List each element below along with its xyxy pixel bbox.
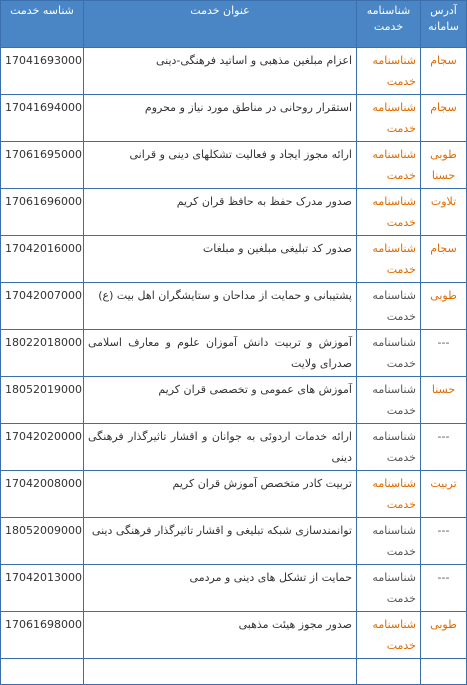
header-portal: آدرس سامانه [421,1,467,48]
service-title: صدور مدرک حفظ به حافظ قران کریم [84,189,357,236]
portal-cell[interactable]: سجام [421,95,467,142]
table-row [1,565,467,612]
portal-cell[interactable]: طوبی [421,612,467,659]
service-code: 17042013000 [1,565,84,612]
service-title: اعزام مبلغین مذهبی و اساتید فرهنگی-دینی [84,48,357,95]
table-row [1,283,467,330]
service-title: صدور کد تبلیغی مبلغین و مبلغات [84,236,357,283]
idcard-link[interactable]: شناسنامه خدمت [357,612,421,659]
table-row [1,189,467,236]
empty-cell [1,659,84,685]
service-title: صدور مجوز هیئت مذهبی [84,612,357,659]
table-row [1,377,467,424]
service-title: آموزش های عمومی و تخصصی قران کریم [84,377,357,424]
table-row [1,48,467,95]
service-title: استقرار روحانی در مناطق مورد نیاز و محروم [84,95,357,142]
portal-cell: --- [421,565,467,612]
table-row [1,95,467,142]
idcard-link[interactable]: شناسنامه خدمت [357,48,421,95]
service-code: 17041693000 [1,48,84,95]
idcard-link: شناسنامه خدمت [357,565,421,612]
idcard-link: شناسنامه خدمت [357,283,421,330]
table-row [1,236,467,283]
service-code: 17042020000 [1,424,84,471]
table-row [1,142,467,189]
idcard-link[interactable]: شناسنامه خدمت [357,189,421,236]
service-code: 17061698000 [1,612,84,659]
table-row [1,424,467,471]
service-title: ارائه مجوز ایجاد و فعالیت تشکلهای دینی و قرانی [84,142,357,189]
service-code: 18052019000 [1,377,84,424]
portal-cell[interactable]: حسنا [421,377,467,424]
header-title: عنوان خدمت [84,1,357,48]
service-code: 17042008000 [1,471,84,518]
portal-cell[interactable]: طوبی حسنا [421,142,467,189]
service-title: پشتیبانی و حمایت از مداحان و ستایشگران اهل بیت (ع) [84,283,357,330]
idcard-link[interactable]: شناسنامه خدمت [357,471,421,518]
empty-cell [421,659,467,685]
portal-cell[interactable]: سجام [421,236,467,283]
header-code: شناسه خدمت [1,1,84,48]
table-body [1,48,467,685]
service-code: 18052009000 [1,518,84,565]
empty-cell [84,659,357,685]
service-code: 17061695000 [1,142,84,189]
idcard-link: شناسنامه خدمت [357,330,421,377]
portal-cell[interactable]: سجام [421,48,467,95]
portal-cell: --- [421,424,467,471]
service-title: حمایت از تشکل های دینی و مردمی [84,565,357,612]
table-row [1,471,467,518]
service-code: 17041694000 [1,95,84,142]
table-header-row [1,1,467,48]
idcard-link: شناسنامه خدمت [357,518,421,565]
portal-cell[interactable]: طوبی [421,283,467,330]
service-title: آموزش و تربیت دانش آموزان علوم و معارف اسلامی صدرای ولایت [84,330,357,377]
service-title: توانمندسازی شبکه تبلیغی و اقشار تاثیرگذار فرهنگی دینی [84,518,357,565]
service-title: ارائه خدمات اردوئی به جوانان و اقشار تاثیرگذار فرهنگی دینی [84,424,357,471]
empty-cell [357,659,421,685]
table-row [1,330,467,377]
header-idcard: شناسنامه خدمت [357,1,421,48]
empty-row [1,659,467,685]
portal-cell[interactable]: تربیت [421,471,467,518]
idcard-link[interactable]: شناسنامه خدمت [357,95,421,142]
table-row [1,612,467,659]
portal-cell: --- [421,518,467,565]
service-code: 17042007000 [1,283,84,330]
idcard-link: شناسنامه خدمت [357,424,421,471]
service-title: تربیت کادر متخصص آموزش قران کریم [84,471,357,518]
idcard-link[interactable]: شناسنامه خدمت [357,236,421,283]
table-row [1,518,467,565]
service-code: 17061696000 [1,189,84,236]
idcard-link[interactable]: شناسنامه خدمت [357,142,421,189]
portal-cell: --- [421,330,467,377]
portal-cell[interactable]: تلاوت [421,189,467,236]
service-code: 17042016000 [1,236,84,283]
idcard-link: شناسنامه خدمت [357,377,421,424]
service-code: 18022018000 [1,330,84,377]
